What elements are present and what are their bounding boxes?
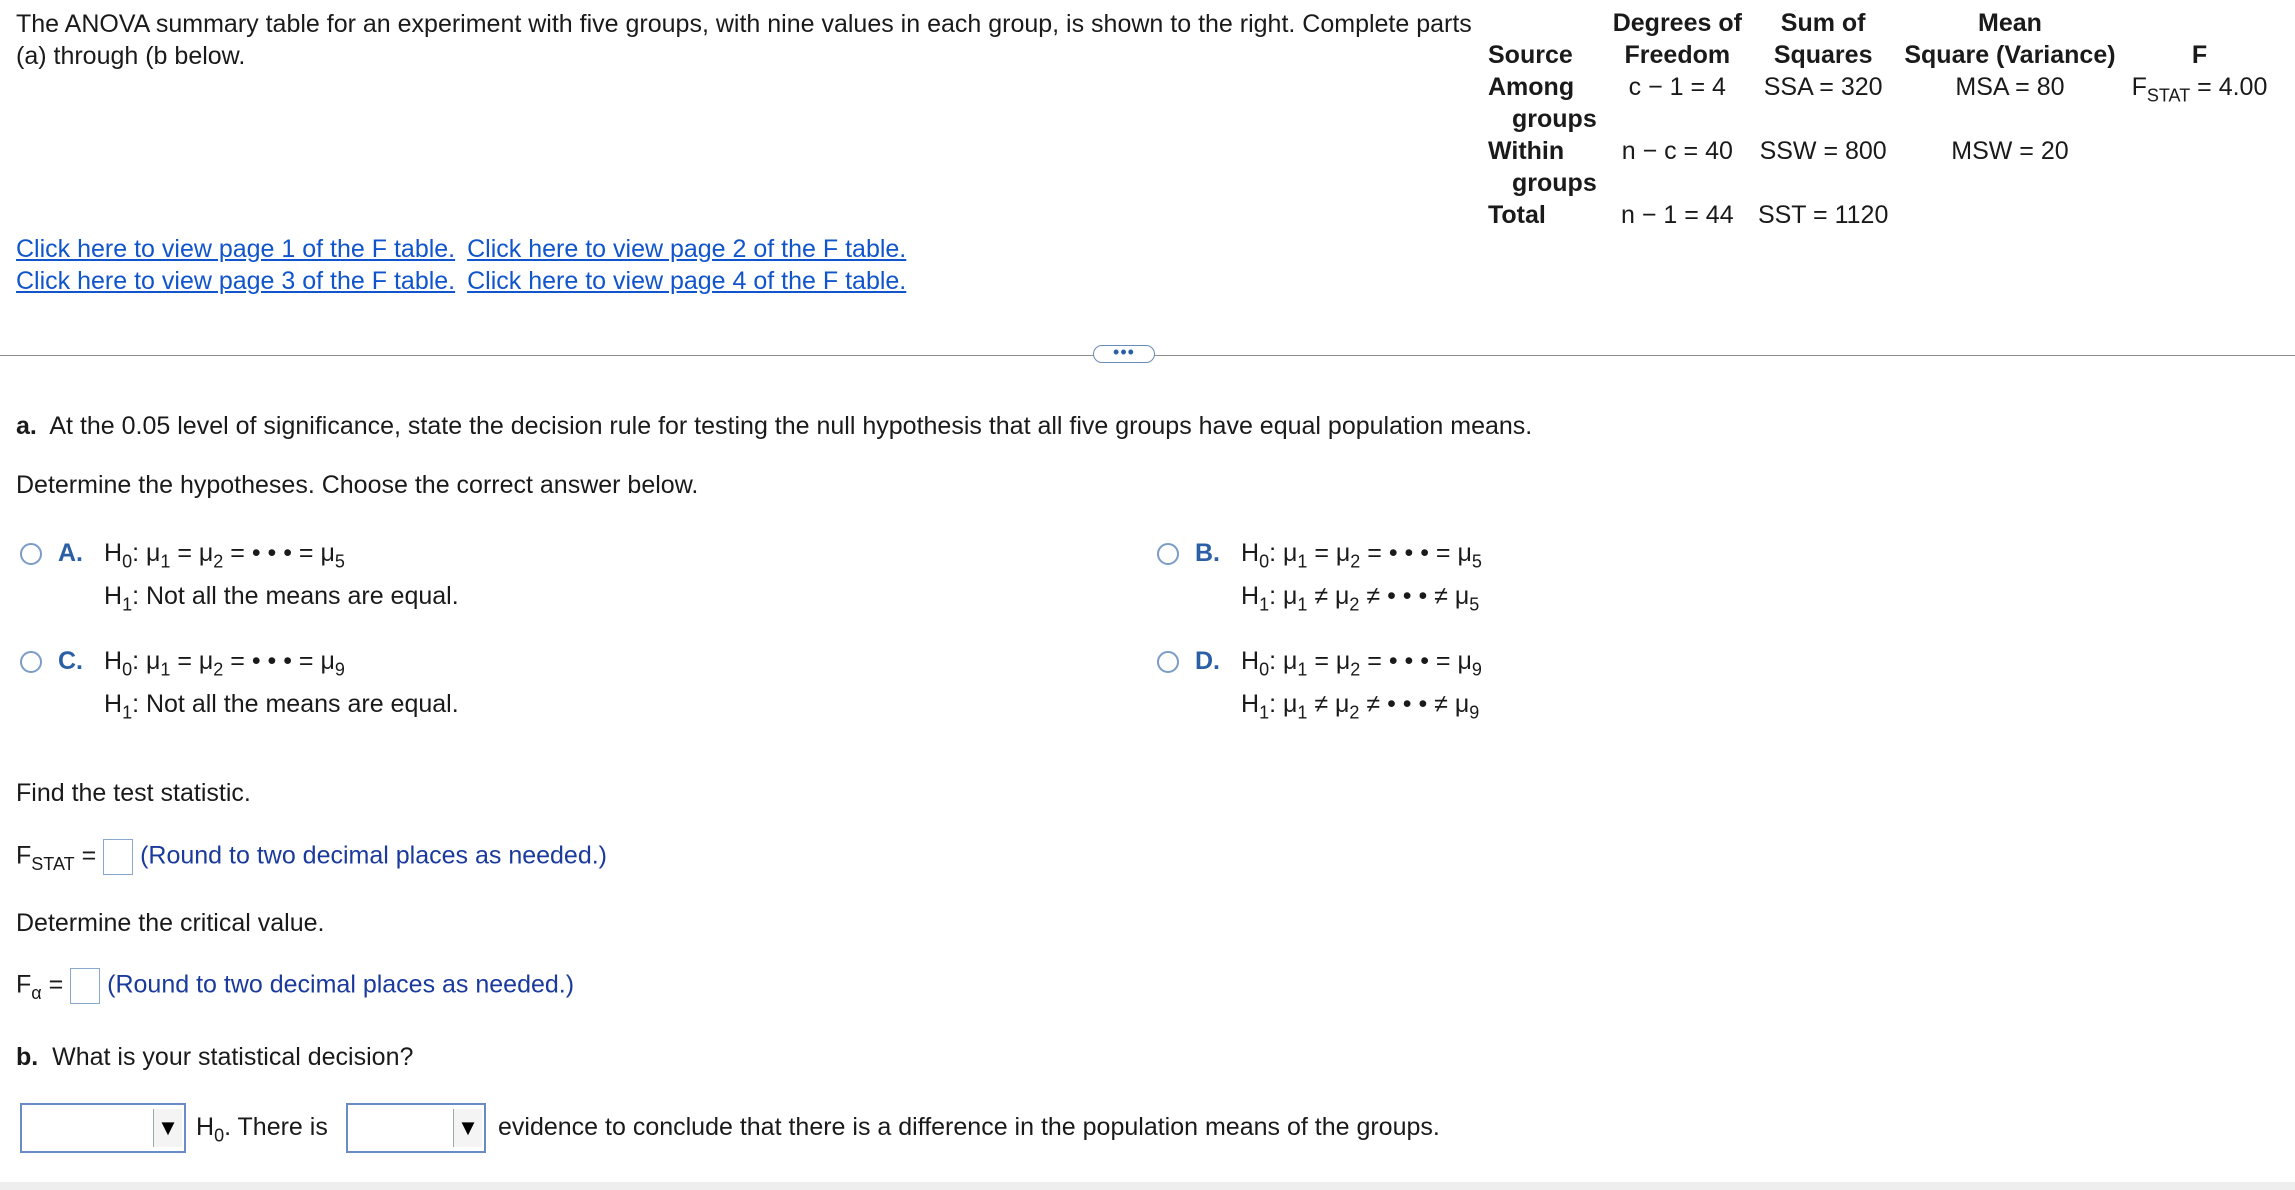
option-d-radio[interactable] (1157, 651, 1179, 673)
falpha-label: F (16, 970, 32, 999)
header-ms-line2: Square (Variance) (1904, 41, 2116, 69)
fstat-subscript: STAT (2146, 85, 2191, 106)
option-c-radio[interactable] (20, 651, 42, 673)
find-test-statistic-text: Find the test statistic. (16, 779, 251, 807)
header-source: Source (1488, 41, 1573, 69)
header-f: F (2191, 41, 2208, 69)
part-b-question (16, 1043, 413, 1072)
expand-ellipsis-button[interactable]: ••• (1093, 345, 1155, 363)
chevron-down-icon[interactable]: ▼ (453, 1109, 482, 1147)
chevron-down-icon[interactable]: ▼ (153, 1109, 182, 1147)
option-a-radio[interactable] (20, 543, 42, 565)
bottom-bar (0, 1182, 2295, 1190)
row-ss: SSA = 320 (1763, 73, 1883, 101)
option-c-h1: $H_1$: Not all the means are equal. (104, 690, 459, 723)
option-a-h1: $H_1$: Not all the means are equal. (104, 582, 459, 615)
row-source (1480, 135, 1605, 199)
anova-table (1480, 7, 2275, 231)
header-df-line1: Degrees of (1612, 9, 1742, 37)
source-line1: Among (1488, 73, 1575, 101)
part-a-text: At the 0.05 level of significance, state the decision rule for testing the null hypothesis that all five groups have equal population means. (49, 412, 1533, 440)
fstat-answer-row: $F_{STAT}$ = (Round to two decimal places as needed.) (16, 839, 607, 875)
fstat-round-hint: (Round to two decimal places as needed.) (140, 841, 608, 870)
anova-header-row-1 (1480, 7, 2275, 39)
option-c-label: C. (58, 647, 83, 675)
falpha-round-hint: (Round to two decimal places as needed.) (107, 970, 575, 999)
row-ss: SSW = 800 (1759, 137, 1887, 165)
option-d-h0: $H_0$: $\mu_1 = \mu_2$ = • • • = $\mu_9$ (1241, 647, 1482, 680)
falpha-answer-row: $F_\alpha$ = (Round to two decimal places as needed.) (16, 968, 574, 1004)
fstat-input[interactable] (103, 839, 133, 875)
row-ss: SST = 1120 (1757, 201, 1889, 229)
option-b-radio[interactable] (1157, 543, 1179, 565)
option-c-h0: $H_0$: $\mu_1 = \mu_2$ = • • • = $\mu_9$ (104, 647, 345, 680)
determine-hypotheses-text: Determine the hypotheses. Choose the correct answer below. (16, 471, 699, 499)
source-line2: groups (1512, 105, 1597, 133)
intro-text: The ANOVA summary table for an experiment with five groups, with nine values in each group, is shown to the right. Complete parts (a) through (b below. (16, 10, 1472, 70)
row-ms: MSW = 20 (1951, 137, 2069, 165)
option-a-h0: $H_0$: $\mu_1 = \mu_2$ = • • • = $\mu_5$ (104, 539, 345, 572)
table-row-total (1480, 199, 2275, 231)
row-source: Total (1488, 201, 1546, 229)
part-a-question (16, 412, 1532, 441)
f-table-page2-link[interactable]: Click here to view page 2 of the F table. (467, 235, 907, 263)
option-d-h1: $H_1$: $\mu_1 \ne \mu_2$ ≠ • • • ≠ $\mu_9$ (1241, 690, 1480, 723)
table-row-within (1480, 135, 2275, 199)
f-table-links (16, 233, 918, 297)
option-b-label: B. (1195, 539, 1220, 567)
row-df: c − 1 = 4 (1628, 73, 1726, 101)
header-ss-line2: Squares (1773, 41, 1873, 69)
decision-h0-text: $H_0$. There is (196, 1113, 328, 1146)
header-ss-line1: Sum of (1780, 9, 1866, 37)
row-source (1480, 71, 1605, 135)
header-ms-line1: Mean (1978, 9, 2042, 37)
option-b-h1: $H_1$: $\mu_1 \ne \mu_2$ ≠ • • • ≠ $\mu_5$ (1241, 582, 1480, 615)
fstat-symbol: F (2131, 73, 2147, 101)
source-line2: groups (1512, 169, 1597, 197)
determine-critical-value-text: Determine the critical value. (16, 909, 325, 937)
fstat-value: = 4.00 (2190, 73, 2268, 101)
fstat-label: F (16, 841, 32, 870)
option-a-label: A. (58, 539, 83, 567)
part-b-text: What is your statistical decision? (52, 1043, 414, 1071)
falpha-input[interactable] (70, 968, 100, 1004)
part-b-label: b. (16, 1043, 39, 1071)
f-table-page4-link[interactable]: Click here to view page 4 of the F table. (467, 267, 907, 295)
row-f (2124, 71, 2276, 135)
decision-reject-dropdown[interactable] (20, 1103, 186, 1153)
anova-header-row-2 (1480, 39, 2275, 71)
row-df: n − 1 = 44 (1621, 201, 1734, 229)
f-table-page1-link[interactable]: Click here to view page 1 of the F table. (16, 235, 456, 263)
option-b-h0: $H_0$: $\mu_1 = \mu_2$ = • • • = $\mu_5$ (1241, 539, 1482, 572)
part-a-label: a. (16, 412, 37, 440)
row-ms: MSA = 80 (1955, 73, 2065, 101)
falpha-label-sub: α (31, 982, 42, 1003)
header-df-line2: Freedom (1624, 41, 1731, 69)
source-line1: Within (1488, 137, 1565, 165)
f-table-page3-link[interactable]: Click here to view page 3 of the F table. (16, 267, 456, 295)
decision-evidence-dropdown[interactable] (346, 1103, 486, 1153)
decision-conclusion-text: evidence to conclude that there is a difference in the population means of the groups. (498, 1113, 1440, 1141)
fstat-label-sub: STAT (31, 853, 75, 874)
row-df: n − c = 40 (1621, 137, 1733, 165)
table-row-among (1480, 71, 2275, 135)
option-d-label: D. (1195, 647, 1220, 675)
